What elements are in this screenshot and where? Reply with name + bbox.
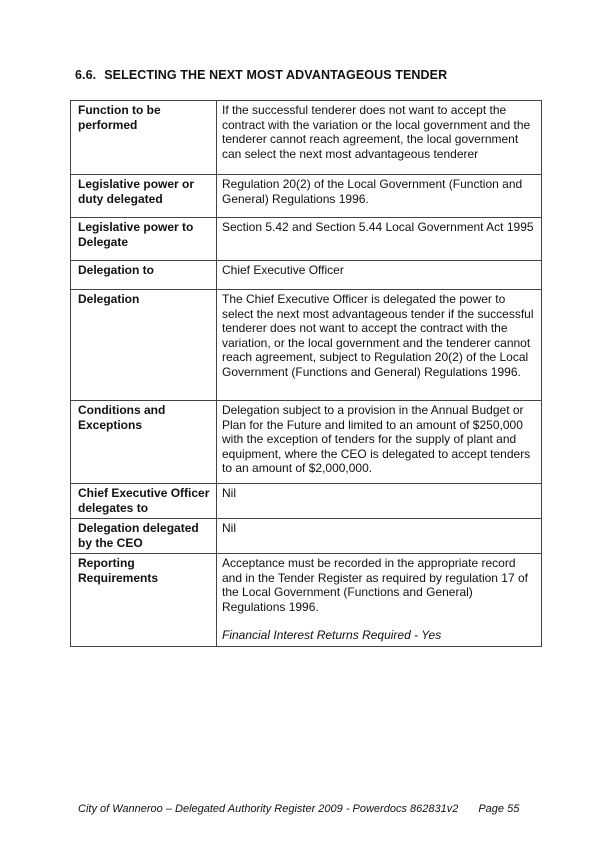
table-row xyxy=(71,484,542,519)
row-label: Reporting Requirements xyxy=(71,554,217,647)
table-row xyxy=(71,519,542,554)
row-label: Delegation to xyxy=(71,261,217,290)
table-row xyxy=(71,101,542,175)
row-value: If the successful tenderer does not want to accept the contract with the variation or the local government and the tenderer cannot reach agreement, the local government can select the next most advantageous tenderer xyxy=(217,101,542,175)
row-label: Legislative power or duty delegated xyxy=(71,175,217,218)
row-value: The Chief Executive Officer is delegated the power to select the next most advantageous tender if the successful tenderer does not want to accept the contract with the variation, or the local government and the tenderer cannot reach agreement, subject to Regulation 20(2) of the Local Government (Functions and General) Regulations 1996. xyxy=(217,290,542,401)
section-title: SELECTING THE NEXT MOST ADVANTAGEOUS TENDER xyxy=(104,68,448,82)
section-number: 6.6. xyxy=(75,68,97,82)
row-label: Legislative power to Delegate xyxy=(71,218,217,261)
row-value: Regulation 20(2) of the Local Government (Function and General) Regulations 1996. xyxy=(217,175,542,218)
row-label: Delegation xyxy=(71,290,217,401)
financial-interest-note: Financial Interest Returns Required - Yes xyxy=(222,628,442,642)
row-value: Section 5.42 and Section 5.44 Local Government Act 1995 xyxy=(217,218,542,261)
delegation-table xyxy=(70,100,542,647)
row-value: Chief Executive Officer xyxy=(217,261,542,290)
table-row xyxy=(71,401,542,484)
page-footer xyxy=(78,803,519,815)
row-label: Delegation delegated by the CEO xyxy=(71,519,217,554)
row-label: Chief Executive Officer delegates to xyxy=(71,484,217,519)
row-label: Conditions and Exceptions xyxy=(71,401,217,484)
footer-text: City of Wanneroo – Delegated Authority Register 2009 - Powerdocs 862831v2 xyxy=(78,803,459,815)
row-value xyxy=(217,554,542,647)
page-number: Page 55 xyxy=(478,803,520,815)
row-label: Function to be performed xyxy=(71,101,217,175)
row-value: Nil xyxy=(217,484,542,519)
reporting-text: Acceptance must be recorded in the appropriate record and in the Tender Register as required by regulation 17 of the Local Government (Functions and General) Regulations 1996. xyxy=(222,556,528,614)
row-value: Delegation subject to a provision in the Annual Budget or Plan for the Future and limited to an amount of $250,000 with the exception of tenders for the supply of plant and equipment, where the CEO is delegated to accept tenders to an amount of $2,000,000. xyxy=(217,401,542,484)
table-row xyxy=(71,554,542,647)
row-value: Nil xyxy=(217,519,542,554)
table-row xyxy=(71,175,542,218)
section-heading xyxy=(75,68,447,82)
table-row xyxy=(71,261,542,290)
table-row xyxy=(71,290,542,401)
table-row xyxy=(71,218,542,261)
